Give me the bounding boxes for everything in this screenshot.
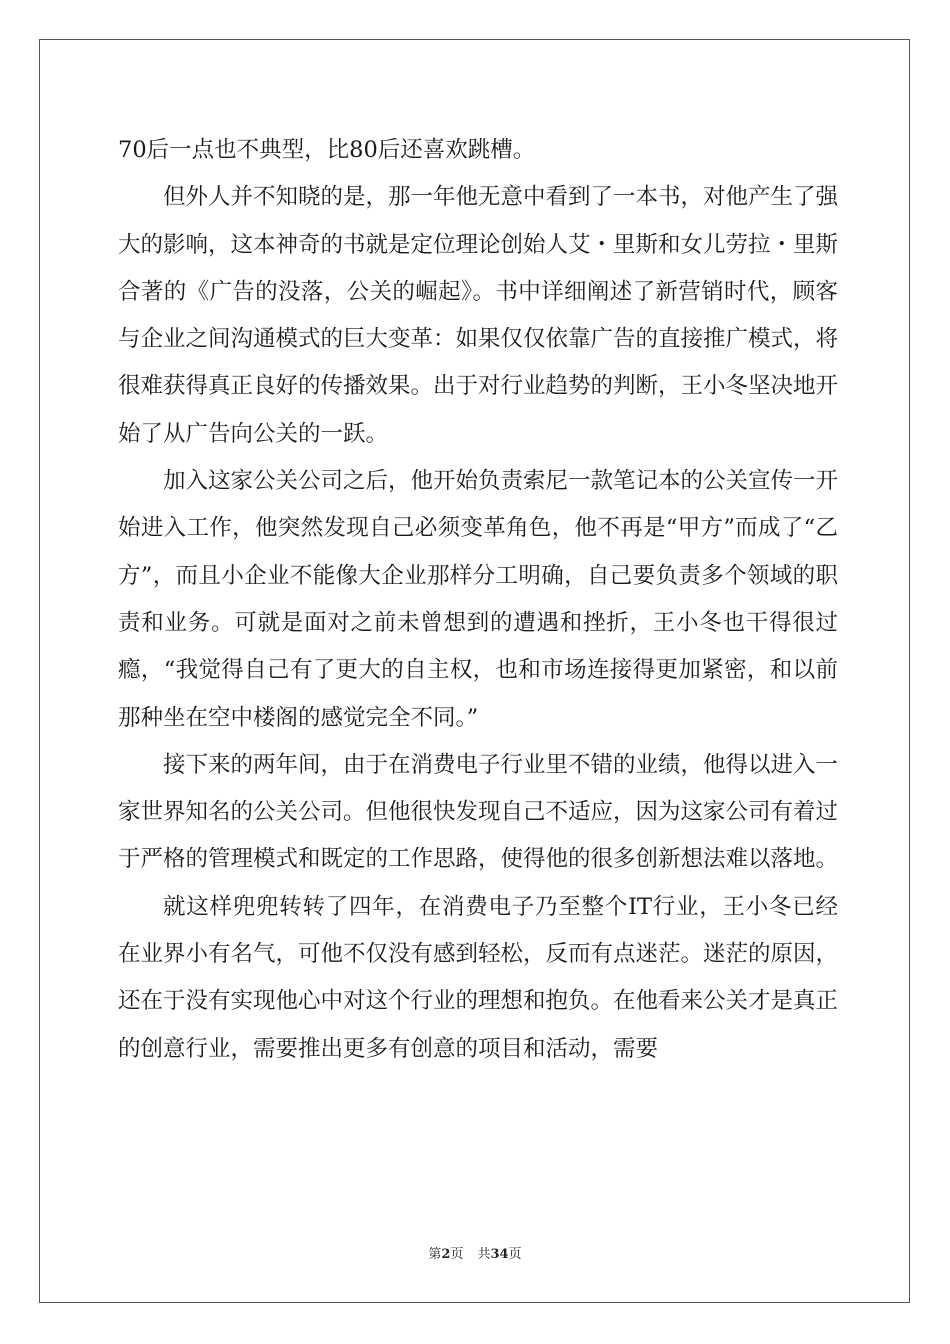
page-unit: 页 xyxy=(450,1247,464,1262)
paragraph: 接下来的两年间，由于在消费电子行业里不错的业绩，他得以进入一家世界知名的公关公司。但他很快发现自己不适应，因为这家公司有着过于严格的管理模式和既定的工作思路，使得他的很多创新想法难以落地。 xyxy=(118,751,839,873)
total-pages: 34 xyxy=(490,1247,509,1262)
paragraph: 70后一点也不典型，比80后还喜欢跳槽。 xyxy=(118,137,536,163)
total-unit: 页 xyxy=(508,1247,522,1262)
paragraph: 就这样兜兜转转了四年，在消费电子乃至整个IT行业，王小冬已经在业界小有名气，可他不仅没有感到轻松，反而有点迷茫。迷茫的原因，还在于没有实现他心中对这个行业的理想和抱负。在他看来公关才是真正的创意行业，需要推出更多有创意的项目和活动，需要 xyxy=(118,893,839,1062)
paragraph: 加入这家公关公司之后，他开始负责索尼一款笔记本的公关宣传一开始进入工作，他突然发现自己必须变革角色，他不再是“甲方”而成了“乙方”，而且小企业不能像大企业那样分工明确，自己要负责多个领域的职责和业务。可就是面对之前未曾想到的遭遇和挫折，王小冬也干得很过瘾，“我觉得自己有了更大的自主权，也和市场连接得更加紧密，和以前那种坐在空中楼阁的感觉完全不同。” xyxy=(118,468,839,731)
page-footer xyxy=(0,1243,950,1262)
total-prefix: 共 xyxy=(477,1247,491,1262)
page-prefix: 第 xyxy=(428,1247,442,1262)
page-number: 2 xyxy=(441,1247,451,1262)
paragraph: 但外人并不知晓的是，那一年他无意中看到了一本书，对他产生了强大的影响，这本神奇的书就是定位理论创始人艾・里斯和女儿劳拉・里斯合著的《广告的没落，公关的崛起》。书中详细阐述了新营销时代，顾客与企业之间沟通模式的巨大变革：如果仅仅依靠广告的直接推广模式，将很难获得真正良好的传播效果。出于对行业趋势的判断，王小冬坚决地开始了从广告向公关的一跃。 xyxy=(118,184,839,447)
document-body xyxy=(118,127,838,1073)
